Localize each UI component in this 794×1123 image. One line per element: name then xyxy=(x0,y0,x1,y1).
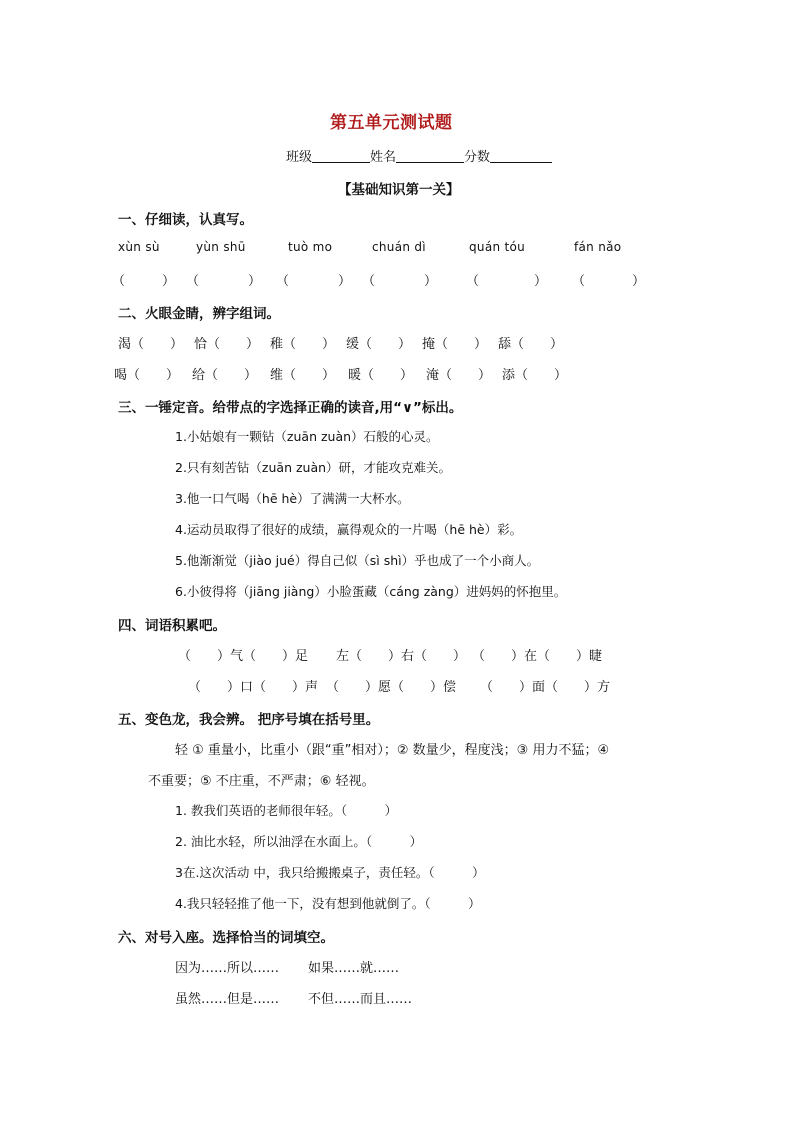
answer-paren-close: ） xyxy=(632,274,646,289)
section-subtitle: 【基础知识第一关】 xyxy=(338,182,460,198)
char-item: 恰（ ） xyxy=(194,337,260,352)
char-item: 渴（ ） xyxy=(118,337,184,352)
idiom-item: （ ）愿（ ）偿 xyxy=(326,680,457,695)
score-blank[interactable] xyxy=(490,148,552,163)
reading-item-1: 1.小姑娘有一颗钻（zuān zuàn）石般的心灵。 xyxy=(175,429,439,444)
meaning-item-2: 2. 油比水轻，所以油浮在水面上。（ ） xyxy=(175,834,423,849)
conjunction-option: 因为……所以…… xyxy=(175,961,280,976)
score-label: 分数 xyxy=(464,150,491,165)
idiom-item: （ ）气（ ）足 xyxy=(178,649,309,664)
definition-line-1: 轻 ① 重量小，比重小（跟“重”相对）；② 数量少，程度浅；③ 用力不猛；④ xyxy=(175,743,610,758)
name-label: 姓名 xyxy=(370,150,397,165)
answer-paren-close: ） xyxy=(248,274,262,289)
reading-item-3: 3.他一口气喝（hē hè）了满满一大杯水。 xyxy=(175,491,410,506)
answer-paren-close: ） xyxy=(424,274,438,289)
answer-paren-close: ） xyxy=(162,274,176,289)
student-info-line xyxy=(286,146,552,165)
char-item: 维（ ） xyxy=(270,368,336,383)
word-pair-row-2 xyxy=(114,364,578,383)
conjunction-option: 不但……而且…… xyxy=(308,992,413,1007)
section2-heading: 二、火眼金睛，辨字组词。 xyxy=(118,306,280,322)
answer-paren-open: （ xyxy=(276,274,290,289)
section5-heading: 五、变色龙，我会辨。 把序号填在括号里。 xyxy=(118,712,380,728)
conjunction-option: 虽然……但是…… xyxy=(175,992,280,1007)
idiom-item: 左（ ）右（ ） xyxy=(336,649,467,664)
name-blank[interactable] xyxy=(396,148,464,163)
conjunction-option: 如果……就…… xyxy=(308,961,400,976)
meaning-item-1: 1. 教我们英语的老师很年轻。（ ） xyxy=(175,803,398,818)
reading-item-2: 2.只有刻苦钻（zuān zuàn）研，才能攻克难关。 xyxy=(175,460,452,475)
definition-line-2: 不重要；⑤ 不庄重，不严肃；⑥ 轻视。 xyxy=(148,774,375,789)
pinyin-1: xùn sù xyxy=(118,240,160,254)
answer-paren-open: （ xyxy=(466,274,480,289)
section1-heading: 一、仔细读，认真写。 xyxy=(118,212,253,228)
pinyin-4: chuán dì xyxy=(372,240,426,254)
pinyin-3: tuò mo xyxy=(288,240,333,254)
char-item: 给（ ） xyxy=(192,368,258,383)
char-item: 掩（ ） xyxy=(422,337,488,352)
answer-paren-open: （ xyxy=(572,274,586,289)
pinyin-6: fán nǎo xyxy=(574,240,622,254)
pinyin-2: yùn shū xyxy=(196,240,246,254)
reading-item-4: 4.运动员取得了很好的成绩，赢得观众的一片喝（hē hè）彩。 xyxy=(175,522,523,537)
idiom-item: （ ）在（ ）睫 xyxy=(472,649,603,664)
word-pair-row-1 xyxy=(118,333,574,352)
class-label: 班级 xyxy=(286,150,313,165)
char-item: 稚（ ） xyxy=(270,337,336,352)
page-title: 第五单元测试题 xyxy=(330,113,453,133)
idiom-item: （ ）面（ ）方 xyxy=(480,680,611,695)
answer-paren-open: （ xyxy=(362,274,376,289)
answer-paren-close: ） xyxy=(338,274,352,289)
idiom-item: （ ）口（ ）声 xyxy=(188,680,319,695)
reading-item-6: 6.小彼得将（jiāng jiàng）小脸蛋藏（cáng zàng）进妈妈的怀抱里。 xyxy=(175,584,567,599)
char-item: 暖（ ） xyxy=(348,368,414,383)
answer-paren-open: （ xyxy=(186,274,200,289)
section3-heading: 三、一锤定音。给带点的字选择正确的读音,用“∨”标出。 xyxy=(118,400,463,416)
char-item: 淹（ ） xyxy=(426,368,492,383)
reading-item-5: 5.他渐渐觉（jiào jué）得自己似（sì shì）乎也成了一个小商人。 xyxy=(175,553,540,568)
section6-heading: 六、对号入座。选择恰当的词填空。 xyxy=(118,930,334,946)
answer-paren-open: （ xyxy=(112,274,126,289)
meaning-item-4: 4.我只轻轻推了他一下，没有想到他就倒了。（ ） xyxy=(175,896,481,911)
answer-paren-close: ） xyxy=(534,274,548,289)
meaning-item-3: 3在.这次活动 中，我只给搬搬桌子，责任轻。（ ） xyxy=(175,865,485,880)
section4-heading: 四、词语积累吧。 xyxy=(118,618,226,634)
char-item: 添（ ） xyxy=(502,368,568,383)
class-blank[interactable] xyxy=(312,148,370,163)
char-item: 舔（ ） xyxy=(498,337,564,352)
pinyin-5: quán tóu xyxy=(469,240,526,254)
char-item: 缓（ ） xyxy=(346,337,412,352)
char-item: 喝（ ） xyxy=(114,368,180,383)
